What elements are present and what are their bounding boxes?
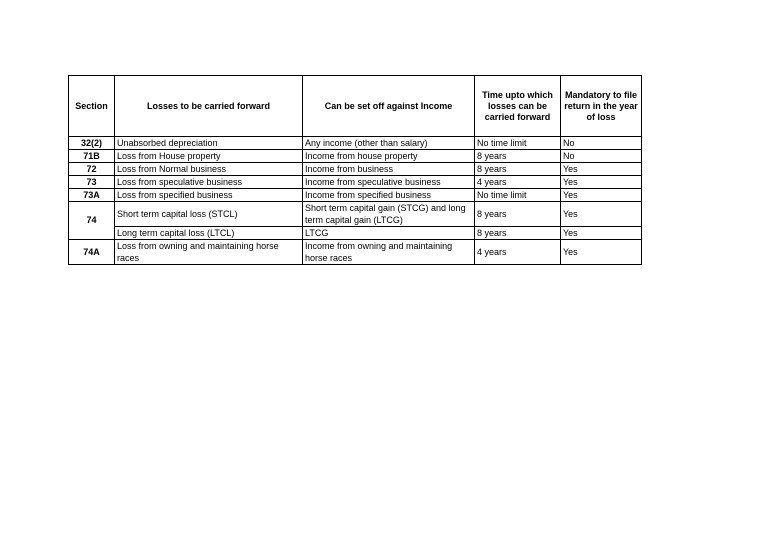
cell-section[interactable]: 72 <box>69 163 115 176</box>
cell-setoff[interactable]: LTCG <box>303 227 475 240</box>
cell-loss[interactable]: Short term capital loss (STCL) <box>115 202 303 227</box>
cell-time[interactable]: 8 years <box>475 202 561 227</box>
cell-time[interactable]: 8 years <box>475 150 561 163</box>
header-section[interactable]: Section <box>69 76 115 137</box>
cell-time[interactable]: No time limit <box>475 137 561 150</box>
cell-time[interactable]: 4 years <box>475 240 561 265</box>
header-loss[interactable]: Losses to be carried forward <box>115 76 303 137</box>
cell-mandatory[interactable]: Yes <box>561 240 642 265</box>
spreadsheet-sheet <box>68 75 641 265</box>
cell-loss[interactable]: Long term capital loss (LTCL) <box>115 227 303 240</box>
cell-mandatory[interactable]: Yes <box>561 189 642 202</box>
table-row <box>69 227 642 240</box>
cell-section[interactable]: 74A <box>69 240 115 265</box>
cell-setoff[interactable]: Any income (other than salary) <box>303 137 475 150</box>
cell-mandatory[interactable]: Yes <box>561 163 642 176</box>
cell-loss[interactable]: Loss from owning and maintaining horse races <box>115 240 303 265</box>
cell-time[interactable]: 8 years <box>475 227 561 240</box>
cell-mandatory[interactable]: Yes <box>561 176 642 189</box>
table-row <box>69 163 642 176</box>
cell-time[interactable]: 4 years <box>475 176 561 189</box>
cell-setoff[interactable]: Income from house property <box>303 150 475 163</box>
cell-section[interactable]: 73A <box>69 189 115 202</box>
cell-section[interactable]: 32(2) <box>69 137 115 150</box>
table-row <box>69 189 642 202</box>
cell-time[interactable]: 8 years <box>475 163 561 176</box>
cell-mandatory[interactable]: No <box>561 150 642 163</box>
cell-section[interactable]: 71B <box>69 150 115 163</box>
cell-setoff[interactable]: Income from specified business <box>303 189 475 202</box>
table-row <box>69 137 642 150</box>
table-row <box>69 150 642 163</box>
table-row <box>69 240 642 265</box>
cell-section[interactable]: 74 <box>69 202 115 240</box>
cell-setoff[interactable]: Income from business <box>303 163 475 176</box>
cell-time[interactable]: No time limit <box>475 189 561 202</box>
cell-loss[interactable]: Loss from specified business <box>115 189 303 202</box>
loss-carry-forward-table <box>68 75 642 265</box>
header-setoff[interactable]: Can be set off against Income <box>303 76 475 137</box>
cell-setoff[interactable]: Income from owning and maintaining horse races <box>303 240 475 265</box>
table-row <box>69 202 642 227</box>
cell-mandatory[interactable]: Yes <box>561 227 642 240</box>
cell-loss[interactable]: Loss from Normal business <box>115 163 303 176</box>
table-row <box>69 176 642 189</box>
cell-loss[interactable]: Unabsorbed depreciation <box>115 137 303 150</box>
cell-section[interactable]: 73 <box>69 176 115 189</box>
cell-loss[interactable]: Loss from House property <box>115 150 303 163</box>
header-mandatory[interactable]: Mandatory to file return in the year of loss <box>561 76 642 137</box>
cell-mandatory[interactable]: Yes <box>561 202 642 227</box>
header-row <box>69 76 642 137</box>
cell-setoff[interactable]: Short term capital gain (STCG) and long term capital gain (LTCG) <box>303 202 475 227</box>
cell-loss[interactable]: Loss from speculative business <box>115 176 303 189</box>
cell-mandatory[interactable]: No <box>561 137 642 150</box>
header-time[interactable]: Time upto which losses can be carried forward <box>475 76 561 137</box>
cell-setoff[interactable]: Income from speculative business <box>303 176 475 189</box>
